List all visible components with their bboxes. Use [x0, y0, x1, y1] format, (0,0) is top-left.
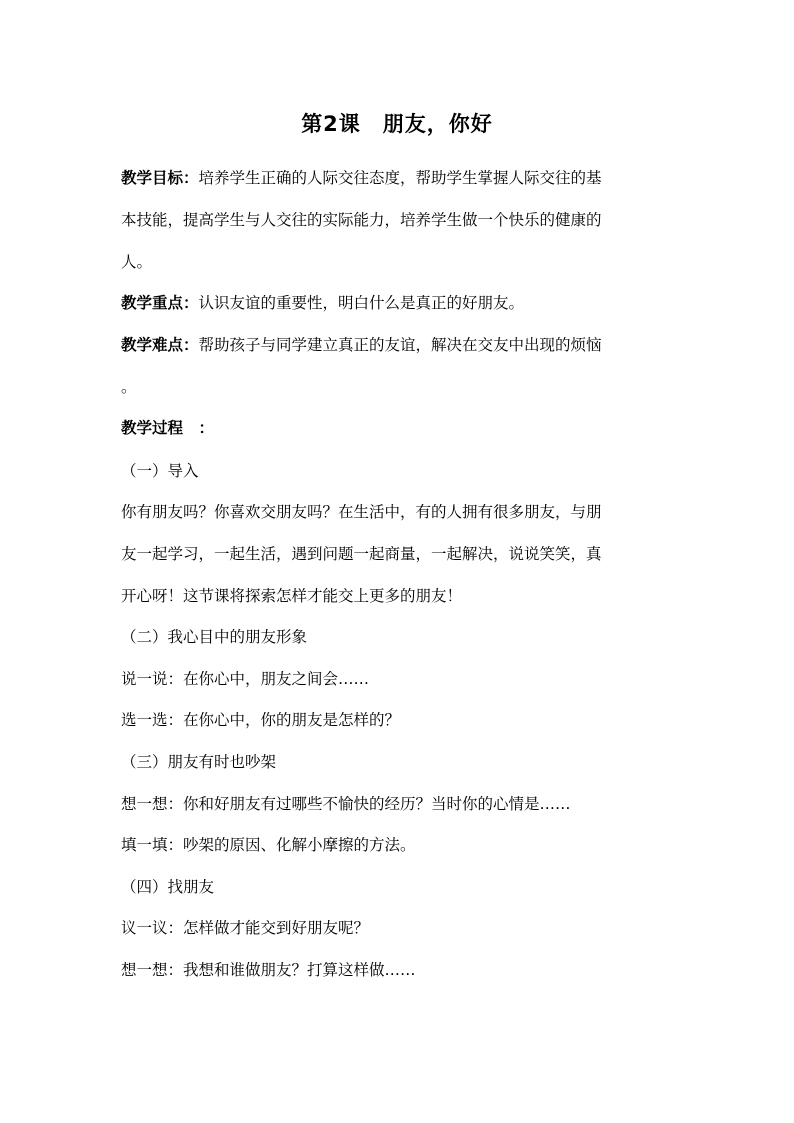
difficulty-text-1: 帮助孩子与同学建立真正的友谊，解决在交友中出现的烦恼 [198, 336, 602, 354]
page-title: 第2课 朋友，你好 [301, 112, 493, 136]
difficulty-line-2: 。 [121, 378, 137, 396]
section-4-heading: （四）找朋友 [121, 878, 215, 896]
section-2-heading: （二）我心目中的朋友形象 [121, 628, 308, 646]
section-3-item-1: 想一想：你和好朋友有过哪些不愉快的经历？当时你的心情是…… [121, 795, 571, 813]
section-2-item-2: 选一选：在你心中，你的朋友是怎样的？ [121, 711, 401, 729]
teaching-goal-line-1 [121, 168, 602, 188]
teaching-goal-text-1: 培养学生正确的人际交往态度，帮助学生掌握人际交往的基 [198, 169, 602, 187]
section-1-line-1: 你有朋友吗？你喜欢交朋友吗？在生活中，有的人拥有很多朋友，与朋 [121, 503, 602, 521]
key-point-label: 教学重点： [121, 294, 199, 312]
section-3-heading: （三）朋友有时也吵架 [121, 753, 277, 771]
key-point-line [121, 293, 524, 313]
section-4-item-2: 想一想：我想和谁做朋友？打算这样做…… [121, 961, 416, 979]
section-1-line-2: 友一起学习，一起生活，遇到问题一起商量，一起解决，说说笑笑，真 [121, 545, 602, 563]
section-1-heading: （一）导入 [121, 462, 199, 480]
key-point-text: 认识友谊的重要性，明白什么是真正的好朋友。 [198, 294, 525, 312]
section-1-line-3: 开心呀！这节课将探索怎样才能交上更多的朋友！ [121, 587, 463, 605]
teaching-goal-label: 教学目标： [121, 169, 199, 187]
difficulty-line-1 [121, 335, 602, 355]
section-2-item-1: 说一说：在你心中，朋友之间会…… [121, 670, 370, 688]
section-3-item-2: 填一填：吵架的原因、化解小摩擦的方法。 [121, 836, 416, 854]
difficulty-label: 教学难点： [121, 336, 199, 354]
teaching-goal-line-3: 人。 [121, 253, 153, 271]
section-4-item-1: 议一议：怎样做才能交到好朋友呢？ [121, 919, 370, 937]
teaching-goal-line-2: 本技能，提高学生与人交往的实际能力，培养学生做一个快乐的健康的 [121, 211, 602, 229]
process-label: 教学过程 ： [121, 419, 215, 437]
